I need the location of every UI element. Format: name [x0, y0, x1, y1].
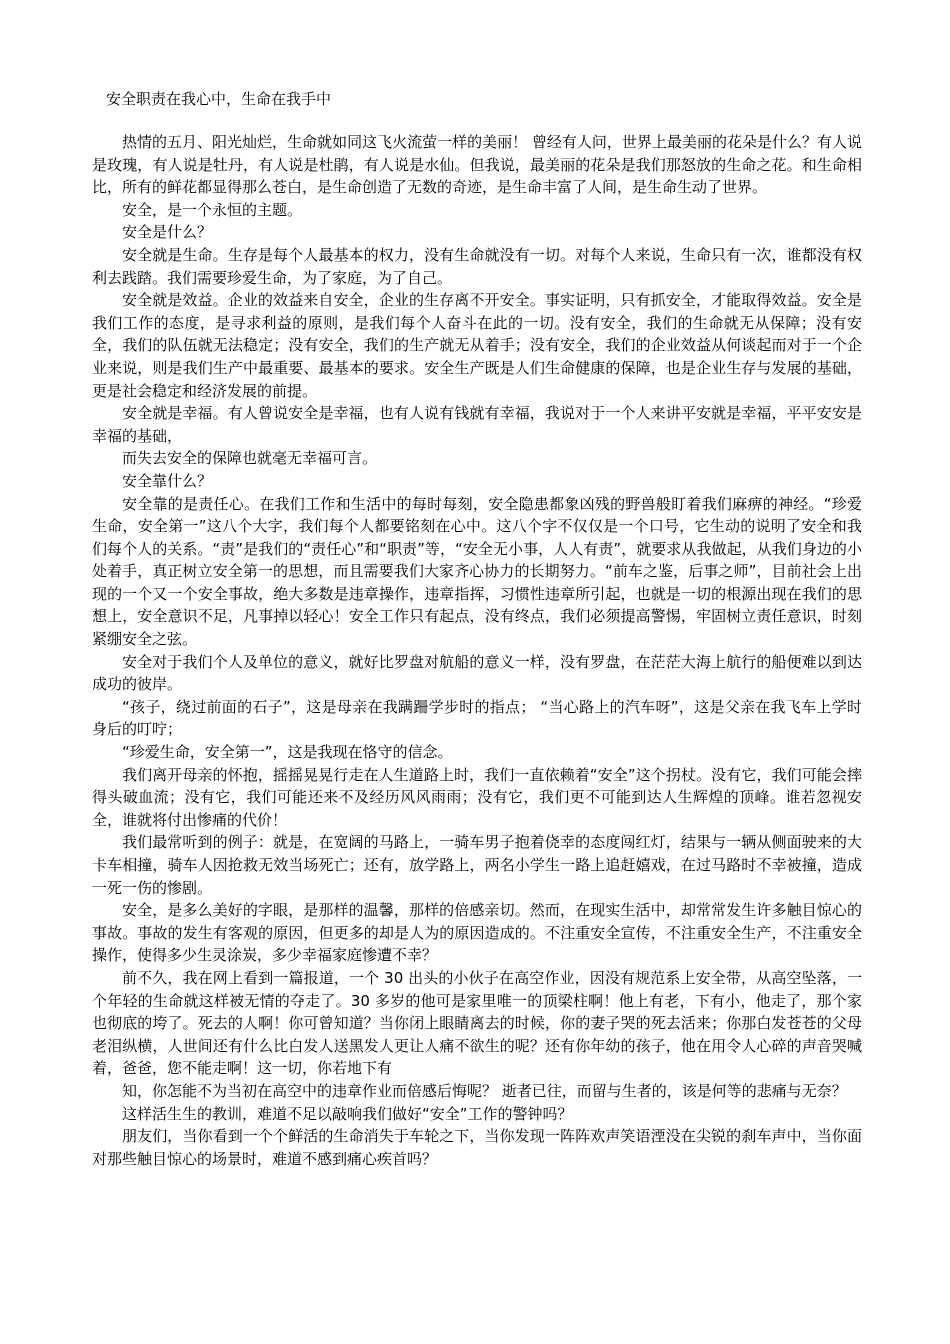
paragraph: 朋友们，当你看到一个个鲜活的生命消失于车轮之下，当你发现一阵阵欢声笑语湮没在尖锐的刹车声中，当你面对那些触目惊心的场景时，难道不感到痛心疾首吗？ — [92, 1127, 862, 1168]
paragraph: 安全就是生命。生存是每个人最基本的权力，没有生命就没有一切。对每个人来说，生命只有一次，谁都没有权利去践踏。我们需要珍爱生命，为了家庭，为了自己。 — [92, 245, 862, 287]
paragraph: 热情的五月、阳光灿烂，生命就如同这飞火流萤一样的美丽！ 曾经有人问，世界上最美丽的花朵是什么？有人说是玫瑰，有人说是牡丹，有人说是杜鹃，有人说是水仙。但我说，最美丽的花朵是我们那怒放的生命之花。和生命相比，所有的鲜花都显得那么苍白，是生命创造了无数的奇迹，是生命丰富了人间，是生命生动了世界。 — [92, 133, 862, 197]
paragraph: “孩子，绕过前面的石子”，这是母亲在我蹒跚学步时的指点； “当心路上的汽车呀”，这是父亲在我飞车上学时身后的叮咛； — [92, 697, 862, 739]
paragraph: 而失去安全的保障也就毫无幸福可言。 — [122, 449, 378, 468]
paragraph: 安全，是多么美好的字眼，是那样的温馨，那样的倍感亲切。然而，在现实生活中，却常常发生许多触目惊心的事故。事故的发生有客观的原因，但更多的却是人为的原因造成的。不注重安全宣传，不注重安全生产，不注重安全操作，使得多少生灵涂炭，多少幸福家庭惨遭不幸？ — [92, 901, 862, 965]
paragraph: “珍爱生命，安全第一”，这是我现在恪守的信念。 — [122, 743, 453, 762]
paragraph: 安全就是效益。企业的效益来自安全，企业的生存离不开安全。事实证明，只有抓安全，才能取得效益。安全是我们工作的态度，是寻求利益的原则，是我们每个人奋斗在此的一切。没有安全，我们的生命就无从保障；没有安全，我们的队伍就无法稳定；没有安全，我们的生产就无从着手；没有安全，我们的企业效益从何谈起而对于一个企业来说，则是我们生产中最重要、最基本的要求。安全生产既是人们生命健康的保障，也是企业生存与发展的基础，更是社会稳定和经济发展的前提。 — [92, 291, 862, 400]
document-page — [92, 88, 862, 1170]
document-body — [92, 131, 862, 1170]
paragraph: 安全，是一个永恒的主题。 — [122, 200, 303, 219]
paragraph: 我们离开母亲的怀抱，摇摇晃晃行走在人生道路上时，我们一直依赖着“安全”这个拐杖。没有它，我们可能会摔得头破血流；没有它，我们可能还来不及经历风风雨雨；没有它，我们更不可能到达人生辉煌的顶峰。谁若忽视安全，谁就将付出惨痛的代价！ — [92, 765, 862, 829]
paragraph: 这样活生生的教训，难道不足以敲响我们做好“安全”工作的警钟吗？ — [122, 1104, 573, 1123]
paragraph: 安全对于我们个人及单位的意义，就好比罗盘对航船的意义一样，没有罗盘，在茫茫大海上航行的船便难以到达成功的彼岸。 — [92, 652, 862, 694]
paragraph: 安全靠什么？ — [122, 471, 213, 490]
paragraph: 我们最常听到的例子：就是，在宽阔的马路上，一骑车男子抱着侥幸的态度闯红灯，结果与一辆从侧面驶来的大卡车相撞，骑车人因抢救无效当场死亡；还有，放学路上，两名小学生一路上追赶嬉戏，在过马路时不幸被撞，造成一死一伤的惨剧。 — [92, 833, 862, 897]
paragraph: 前不久，我在网上看到一篇报道，一个 30 出头的小伙子在高空作业，因没有规范系上安全带，从高空坠落，一个年轻的生命就这样被无情的夺走了。30 多岁的他可是家里唯一的顶梁柱啊！他上有老，下有小，他走了，那个家也彻底的垮了。死去的人啊！你可曾知道？当你闭上眼睛离去的时候，你的妻子哭的死去活来；你那白发苍苍的父母老泪纵横，人世间还有什么比白发人送黑发人更让人痛不欲生的呢？还有你年幼的孩子，他在用令人心碎的声音哭喊着，爸爸，您不能走啊！这一切，你若地下有 — [92, 968, 862, 1078]
paragraph: 安全是什么？ — [122, 223, 213, 242]
document-title: 安全职责在我心中，生命在我手中 — [106, 90, 332, 108]
paragraph: 安全靠的是责任心。在我们工作和生活中的每时每刻，安全隐患都象凶残的野兽般盯着我们麻痹的神经。“珍爱生命，安全第一”这八个大字，我们每个人都要铭刻在心中。这八个字不仅仅是一个口号，它生动的说明了安全和我们每个人的关系。“责”是我们的“责任心”和“职责”等，“安全无小事，人人有责”，就要求从我做起，从我们身边的小处着手，真正树立安全第一的思想，而且需要我们大家齐心协力的长期努力。“前车之鉴，后事之师”，目前社会上出现的一个又一个安全事故，绝大多数是违章操作，违章指挥，习惯性违章所引起，也就是一切的根源出现在我们的思想上，安全意识不足，凡事掉以轻心！安全工作只有起点，没有终点，我们必须提高警惕，牢固树立责任意识，时刻紧绷安全之弦。 — [92, 494, 862, 649]
paragraph: 知，你怎能不为当初在高空中的违章作业而倍感后悔呢？ 逝者已往，而留与生者的，该是何等的悲痛与无奈？ — [122, 1081, 847, 1100]
paragraph: 安全就是幸福。有人曾说安全是幸福，也有人说有钱就有幸福，我说对于一个人来讲平安就是幸福，平平安安是幸福的基础， — [92, 404, 862, 445]
